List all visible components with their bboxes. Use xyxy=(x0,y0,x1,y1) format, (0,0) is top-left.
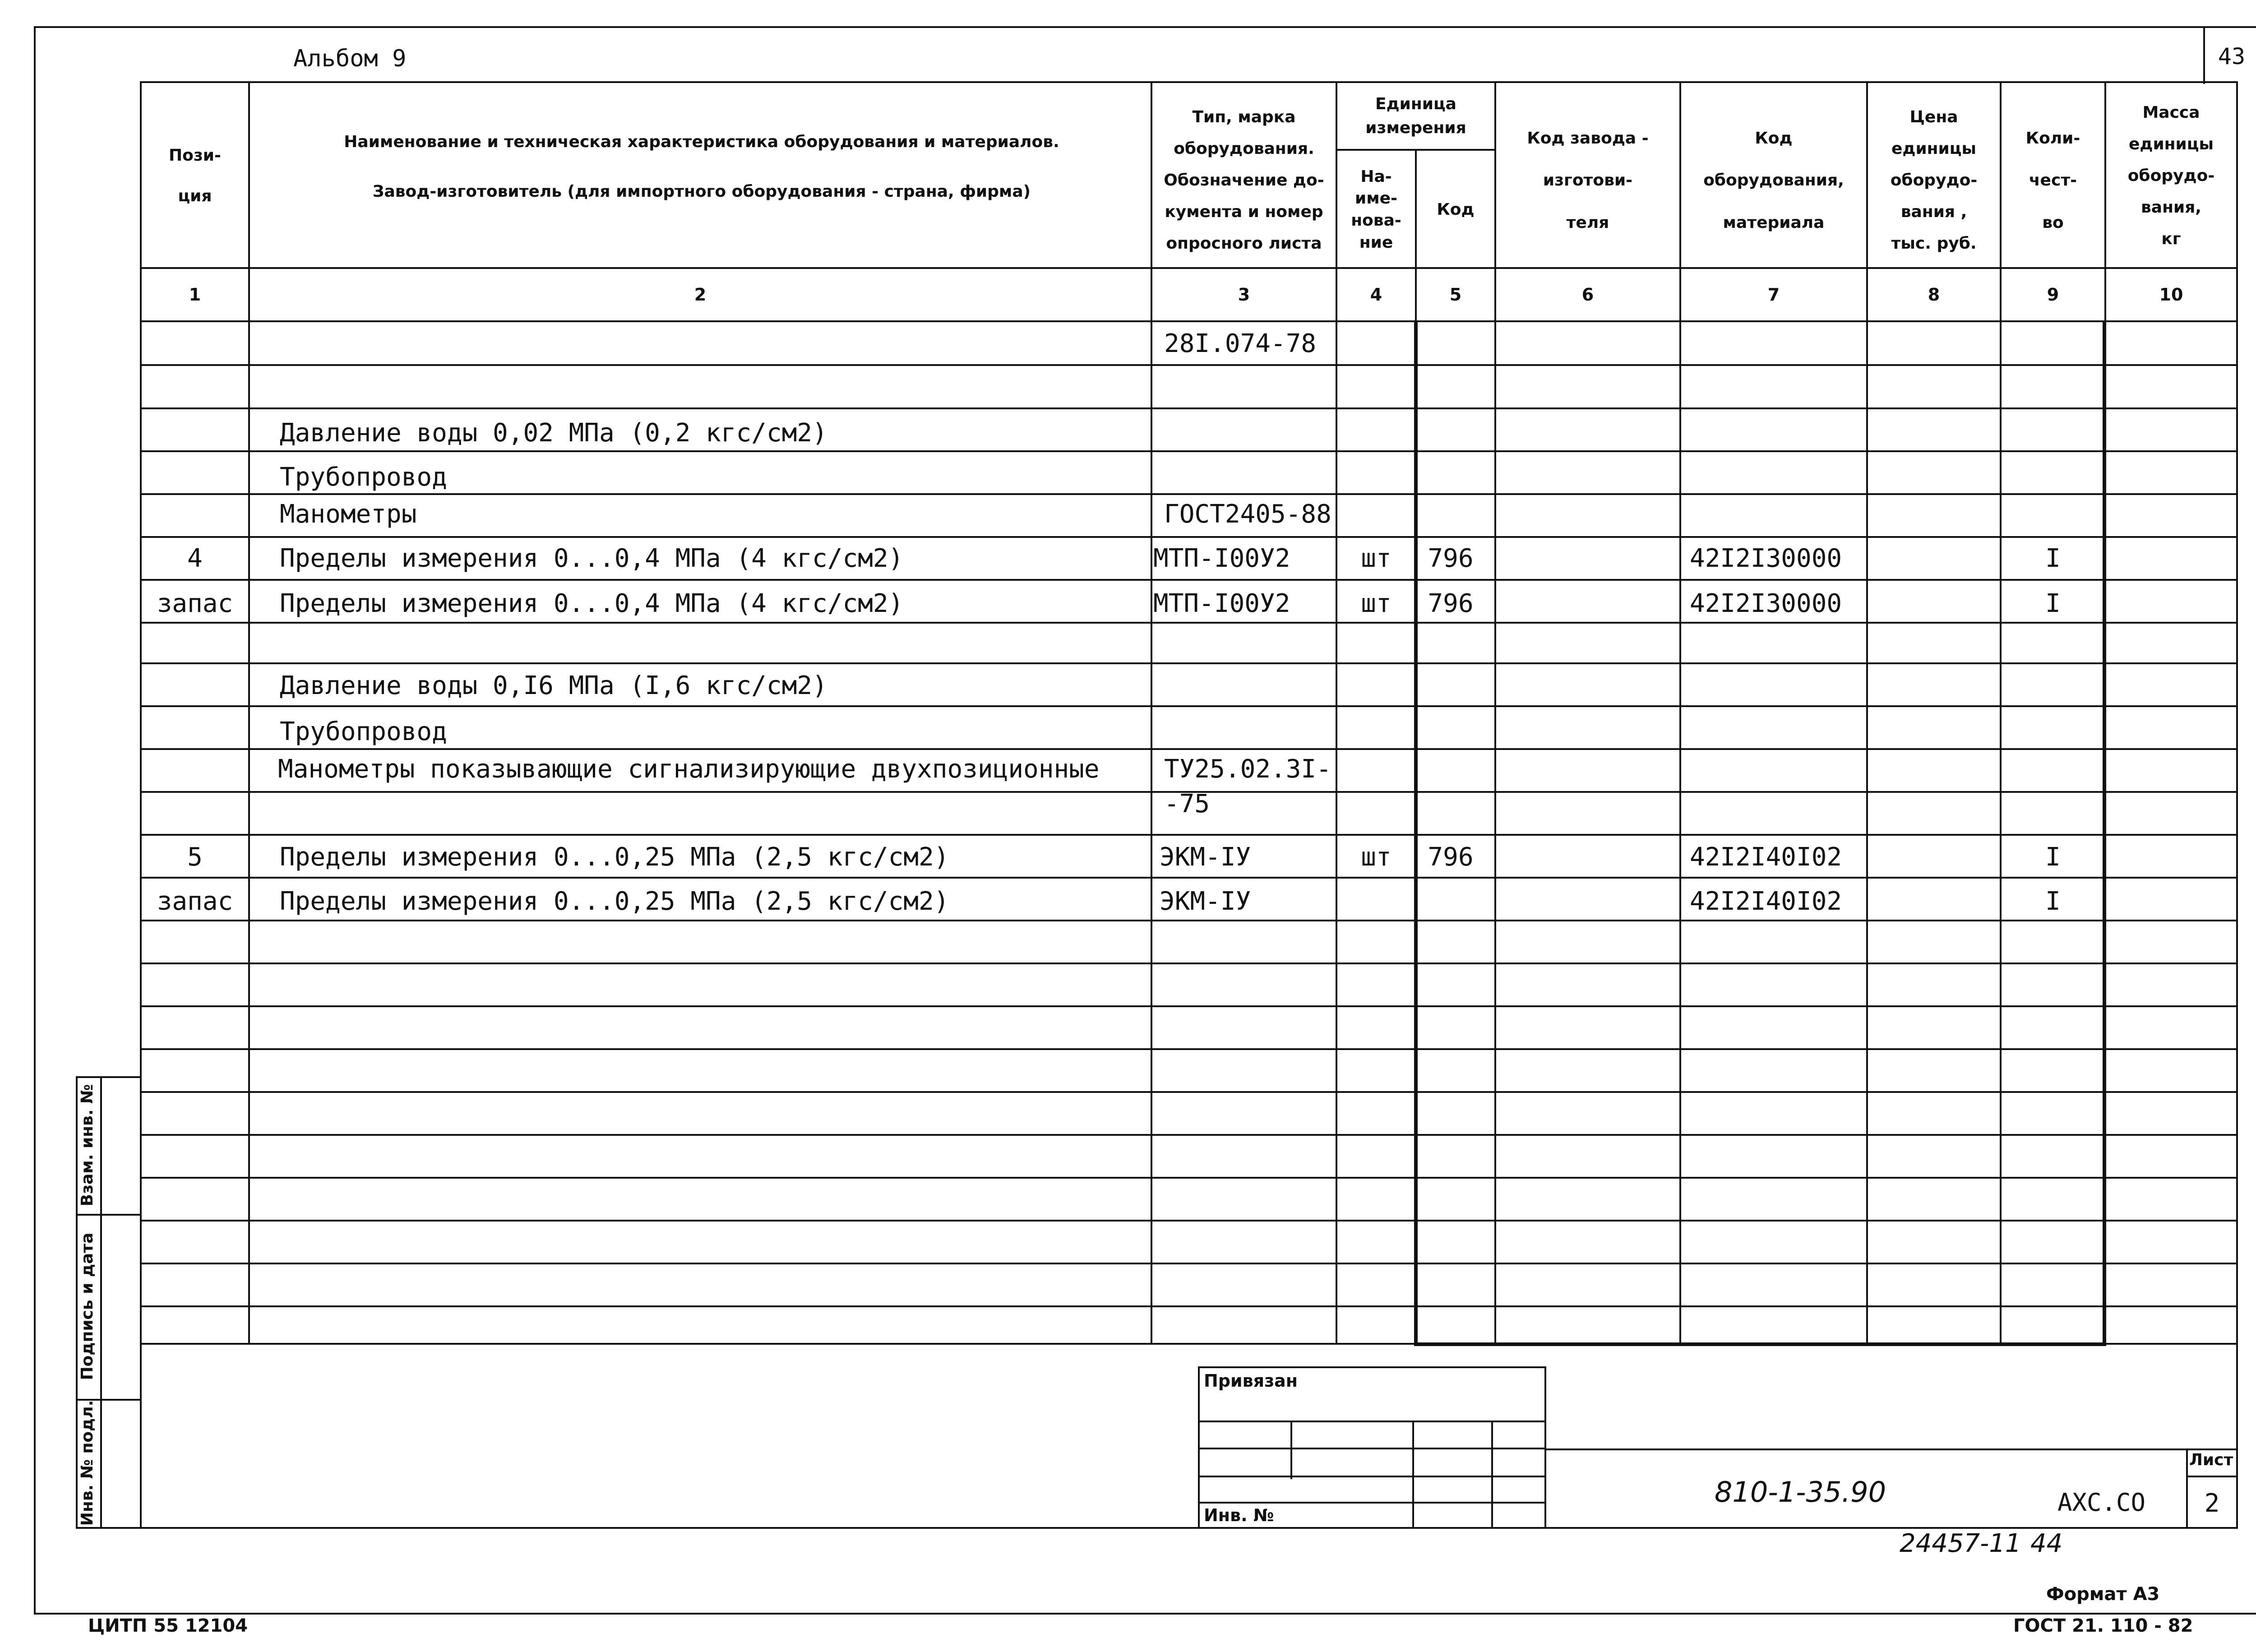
row-line xyxy=(140,536,2238,538)
privyazan-row2 xyxy=(1198,1448,1546,1449)
row-material-code: 42I2I40I02 xyxy=(1690,887,1842,916)
doc-number: 810-1-35.90 xyxy=(1715,1476,1886,1509)
row-line xyxy=(140,963,2238,964)
doc-code: АХС.СО xyxy=(2057,1488,2146,1517)
row-unit: шт xyxy=(1361,589,1392,618)
col-number-8: 8 xyxy=(1928,285,1940,305)
side-stamp-left xyxy=(76,1076,78,1527)
row-type: ЭКМ-IУ xyxy=(1160,887,1251,916)
page-number: 43 xyxy=(2218,43,2246,69)
side-stamp-podpis: Подпись и дата xyxy=(78,1232,97,1380)
row-line xyxy=(140,1134,2238,1136)
header-unit-group: Единица измерения xyxy=(1365,95,1466,137)
header-col4: На- име- нова- ние xyxy=(1351,167,1401,252)
table-top-border xyxy=(140,81,2238,83)
privyazan-row3 xyxy=(1198,1476,1546,1477)
list-value: 2 xyxy=(2204,1489,2220,1518)
numbers-bottom-line xyxy=(140,320,2238,322)
outer-frame-top xyxy=(34,26,2256,28)
row-type: МТП-I00У2 xyxy=(1153,589,1290,618)
row-quantity: I xyxy=(2045,544,2061,573)
privyazan-col3 xyxy=(1491,1421,1493,1529)
row-unit: шт xyxy=(1361,544,1392,573)
list-label: Лист xyxy=(2189,1451,2233,1469)
title-block-top xyxy=(1544,1448,2238,1450)
col-line-9-thick xyxy=(2103,320,2106,1345)
header-col6: Код завода - изготови- теля xyxy=(1527,129,1649,232)
header-col8: Цена единицы оборудо- вания , тыс. руб. xyxy=(1890,107,1978,253)
row-line xyxy=(140,493,2238,495)
row-material-code: 42I2I40I02 xyxy=(1690,842,1842,872)
archive-number: 24457-11 xyxy=(1900,1529,2021,1558)
row-name: Пределы измерения 0...0,25 МПа (2,5 кгс/см2) xyxy=(280,887,949,916)
row-unit: шт xyxy=(1361,842,1392,872)
unit-group-divider xyxy=(1336,149,1494,151)
col-line-4-thick xyxy=(1414,320,1418,1345)
header-col1: Пози- ция xyxy=(169,146,221,205)
side-stamp-inv-podl: Инв. № подл. xyxy=(78,1400,97,1526)
format-label: Формат А3 xyxy=(2046,1584,2160,1605)
col-number-6: 6 xyxy=(1581,285,1594,305)
outer-frame-left xyxy=(34,26,36,1615)
col-number-3: 3 xyxy=(1238,285,1250,305)
row-type: -75 xyxy=(1164,789,1210,819)
row-line xyxy=(140,579,2238,581)
row-name: Трубопровод xyxy=(280,717,447,746)
album-label: Альбом 9 xyxy=(293,45,407,72)
row-type: ГОСТ2405-88 xyxy=(1164,500,1331,529)
footer-gost: ГОСТ 21. 110 - 82 xyxy=(2013,1615,2193,1636)
col-number-5: 5 xyxy=(1449,285,1462,305)
row-quantity: I xyxy=(2045,887,2061,916)
col-number-4: 4 xyxy=(1370,285,1382,305)
row-line xyxy=(140,364,2238,366)
row-line xyxy=(140,834,2238,836)
row-unit-code: 796 xyxy=(1428,842,1474,872)
privyazan-col1 xyxy=(1290,1421,1292,1479)
footer-left-code: ЦИТП 55 12104 xyxy=(88,1615,248,1636)
row-unit-code: 796 xyxy=(1428,544,1474,573)
row-quantity: I xyxy=(2045,842,2061,872)
row-line xyxy=(140,407,2238,409)
privyazan-label: Привязан xyxy=(1204,1371,1298,1391)
header-col10: Масса единицы оборудо- вания, кг xyxy=(2127,103,2215,249)
row-line xyxy=(140,1177,2238,1179)
col-number-7: 7 xyxy=(1767,285,1780,305)
row-name: Давление воды 0,I6 МПа (I,6 кгс/см2) xyxy=(280,671,828,700)
header-col5: Код xyxy=(1437,200,1475,219)
row-line xyxy=(140,1305,2238,1307)
row-line xyxy=(140,877,2238,879)
row-line xyxy=(140,1005,2238,1007)
row-type: МТП-I00У2 xyxy=(1153,544,1290,573)
row-line xyxy=(140,1048,2238,1050)
row-name: Давление воды 0,02 МПа (0,2 кгс/см2) xyxy=(280,418,828,448)
privyazan-row4 xyxy=(1198,1502,1546,1504)
row-line xyxy=(140,1220,2238,1222)
row-type: ЭКМ-IУ xyxy=(1160,842,1251,872)
privyazan-col2 xyxy=(1412,1421,1414,1529)
row-line xyxy=(140,1091,2238,1093)
header-col9: Коли- чест- во xyxy=(2025,129,2080,232)
row-name: Пределы измерения 0...0,25 МПа (2,5 кгс/см2) xyxy=(280,842,949,872)
row-line xyxy=(140,748,2238,750)
outer-frame-bottom xyxy=(34,1613,2256,1615)
inv-no-label: Инв. № xyxy=(1204,1505,1274,1525)
col-number-1: 1 xyxy=(189,285,201,305)
privyazan-top xyxy=(1198,1366,1546,1368)
row-material-code: 42I2I30000 xyxy=(1690,544,1842,573)
row-quantity: I xyxy=(2045,589,2061,618)
privyazan-row1 xyxy=(1198,1421,1546,1422)
header-col2-line2: Завод-изготовитель (для импортного оборудования - страна, фирма) xyxy=(372,182,1031,201)
list-box-divider xyxy=(2186,1476,2238,1477)
side-stamp-vzam: Взам. инв. № xyxy=(78,1084,97,1207)
header-col2-line1: Наименование и техническая характеристика оборудования и материалов. xyxy=(344,132,1059,151)
row-position: 4 xyxy=(187,544,203,573)
row-name: Пределы измерения 0...0,4 МПа (4 кгс/см2) xyxy=(280,589,904,618)
row-name: Трубопровод xyxy=(280,463,447,492)
col-number-10: 10 xyxy=(2159,285,2183,305)
row-name: Манометры показывающие сигнализирующие двухпозиционные xyxy=(278,754,1100,784)
row-type: ТУ25.02.3I- xyxy=(1164,754,1331,784)
col-number-2: 2 xyxy=(694,285,707,305)
row-position: запас xyxy=(157,589,233,618)
side-stamp-mid xyxy=(100,1076,102,1527)
row-line xyxy=(140,1263,2238,1264)
row-unit-code: 796 xyxy=(1428,589,1474,618)
row-position: 5 xyxy=(187,842,203,872)
table-right-border xyxy=(2236,81,2238,1529)
row-name: Манометры xyxy=(280,500,417,529)
row-name: Пределы измерения 0...0,4 МПа (4 кгс/см2) xyxy=(280,544,904,573)
row-position: запас xyxy=(157,887,233,916)
row-material-code: 42I2I30000 xyxy=(1690,589,1842,618)
row-line xyxy=(140,662,2238,664)
table-body-bottom xyxy=(140,1343,2238,1345)
header-col3: Тип, марка оборудования. Обозначение до- кумента и номер опросного листа xyxy=(1164,107,1324,253)
row-line xyxy=(140,705,2238,707)
header-col7: Код оборудования, материала xyxy=(1703,129,1844,232)
archive-page: 44 xyxy=(2030,1529,2063,1558)
col-number-9: 9 xyxy=(2047,285,2059,305)
row-type: 28I.074-78 xyxy=(1164,329,1317,358)
